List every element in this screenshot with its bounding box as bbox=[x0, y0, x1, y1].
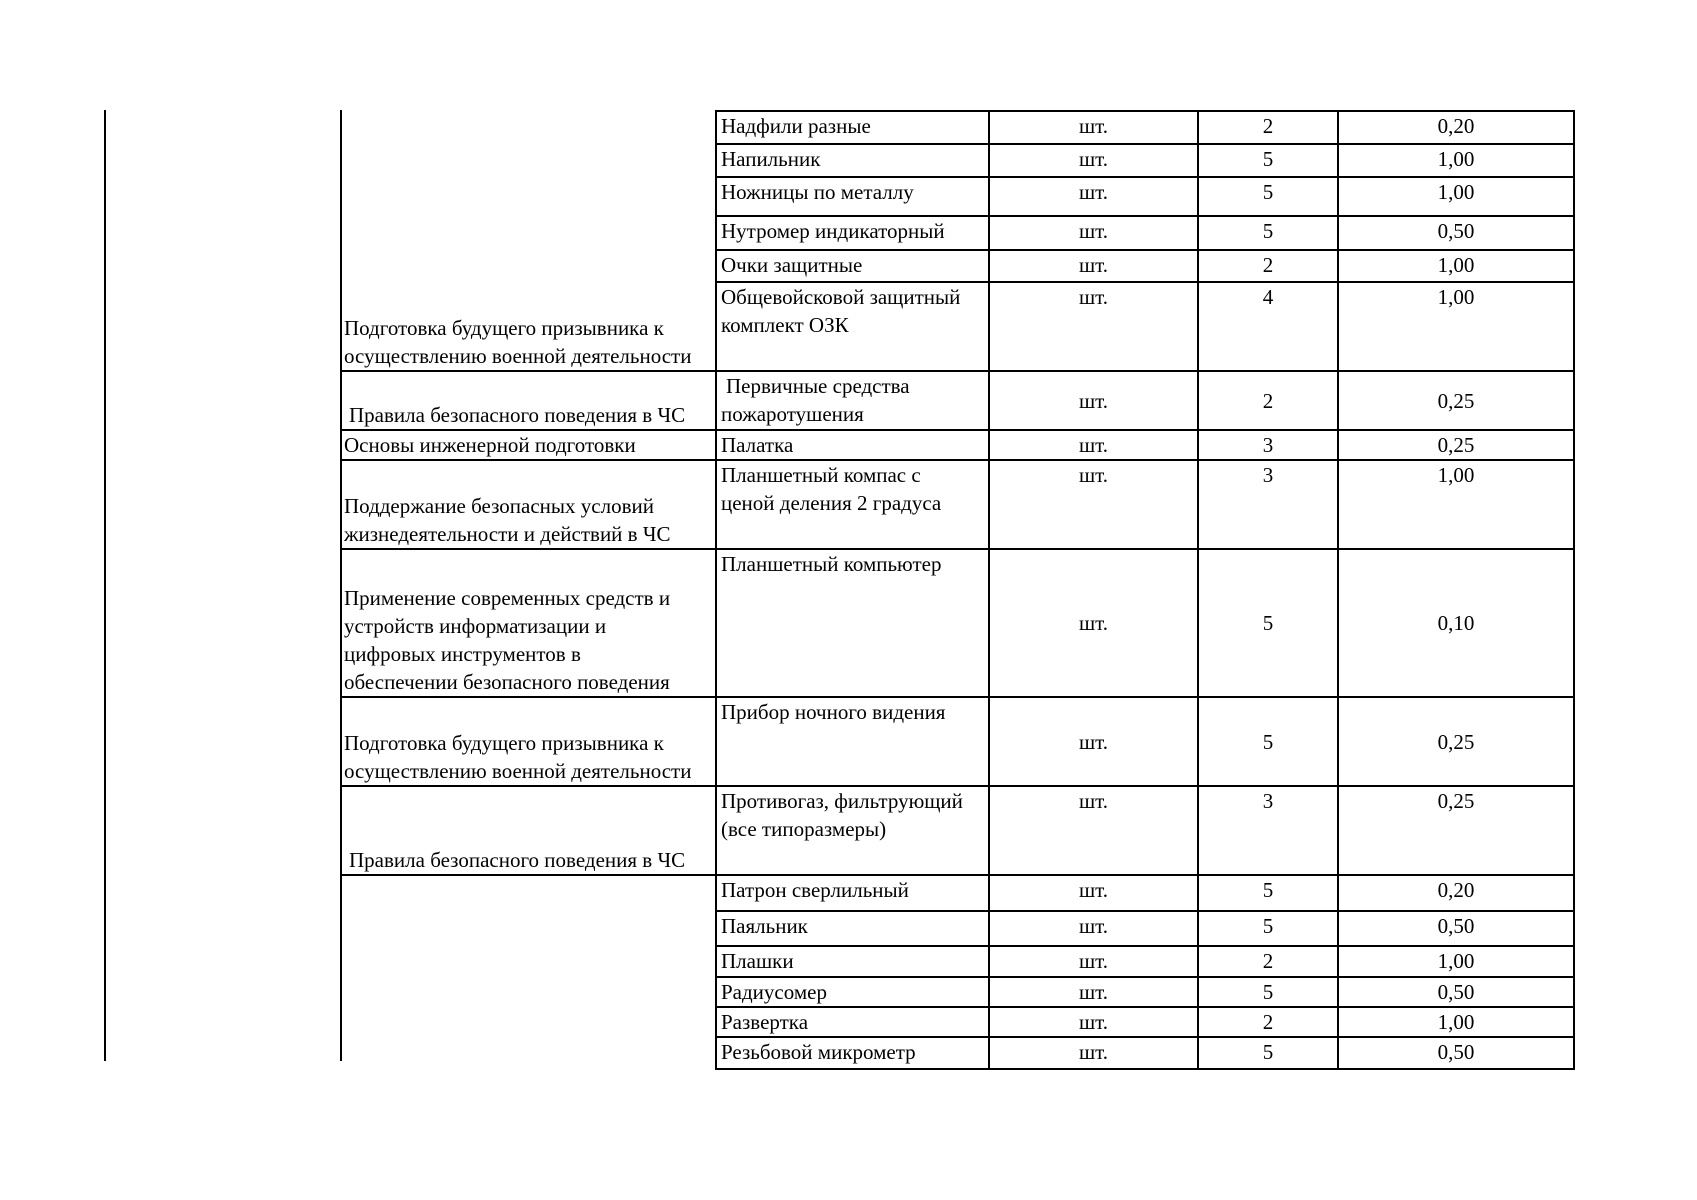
coef-cell: 1,00 bbox=[1338, 946, 1574, 977]
qty-cell: 3 bbox=[1198, 786, 1338, 875]
qty-cell: 5 bbox=[1198, 549, 1338, 697]
coef-cell: 1,00 bbox=[1338, 177, 1574, 216]
section-cell: Применение современных средств и устройств информатизации и цифровых инструментов в обеспечении безопасного поведения bbox=[340, 549, 716, 697]
item-name: Противогаз, фильтрующий (все типоразмеры) bbox=[716, 786, 989, 875]
item-name: Радиусомер bbox=[716, 977, 989, 1007]
qty-cell: 2 bbox=[1198, 111, 1338, 144]
unit-cell: шт. bbox=[989, 697, 1198, 786]
coef-cell: 0,50 bbox=[1338, 216, 1574, 250]
item-name bbox=[716, 250, 989, 282]
table-row bbox=[340, 371, 1574, 430]
unit-cell: шт. bbox=[989, 1007, 1198, 1037]
coef-cell: 0,50 bbox=[1338, 1037, 1574, 1069]
item-name: Паяльник bbox=[716, 911, 989, 946]
unit-cell: шт. bbox=[989, 460, 1198, 549]
section-cell: Подготовка будущего призывника к осуществлению военной деятельности bbox=[340, 282, 716, 371]
item-name: Плашки bbox=[716, 946, 989, 977]
qty-cell: 5 bbox=[1198, 1037, 1338, 1069]
unit-cell: шт. bbox=[989, 786, 1198, 875]
unit-cell: шт. bbox=[989, 216, 1198, 250]
coef-cell: 0,25 bbox=[1338, 786, 1574, 875]
table-row bbox=[340, 697, 1574, 786]
qty-cell: 5 bbox=[1198, 177, 1338, 216]
item-name: Первичные средства пожаротушения bbox=[716, 371, 989, 430]
item-name: Планшетный компьютер bbox=[716, 549, 989, 697]
unit-cell: шт. bbox=[989, 1037, 1198, 1069]
coef-cell: 1,00 bbox=[1338, 1007, 1574, 1037]
qty-cell: 3 bbox=[1198, 430, 1338, 460]
qty-cell: 4 bbox=[1198, 282, 1338, 371]
section-cell: Правила безопасного поведения в ЧС bbox=[340, 371, 716, 430]
section-cell-empty bbox=[340, 111, 716, 282]
item-name: Патрон сверлильный bbox=[716, 875, 989, 911]
equipment-table bbox=[340, 110, 1575, 1070]
qty-cell: 5 bbox=[1198, 977, 1338, 1007]
unit-cell: шт. bbox=[989, 371, 1198, 430]
item-name: Общевойсковой защитный комплект ОЗК bbox=[716, 282, 989, 371]
unit-cell: шт. bbox=[989, 144, 1198, 177]
unit-cell: шт. bbox=[989, 282, 1198, 371]
qty-cell: 5 bbox=[1198, 216, 1338, 250]
qty-cell: 5 bbox=[1198, 697, 1338, 786]
qty-cell: 5 bbox=[1198, 144, 1338, 177]
unit-cell: шт. bbox=[989, 946, 1198, 977]
qty-cell: 5 bbox=[1198, 911, 1338, 946]
section-cell: Основы инженерной подготовки bbox=[340, 430, 716, 460]
coef-cell: 1,00 bbox=[1338, 250, 1574, 282]
section-cell: Поддержание безопасных условий жизнедеятельности и действий в ЧС bbox=[340, 460, 716, 549]
coef-cell: 1,00 bbox=[1338, 460, 1574, 549]
unit-cell: шт. bbox=[989, 111, 1198, 144]
section-cell: Правила безопасного поведения в ЧС bbox=[340, 786, 716, 875]
item-line: Напильник bbox=[721, 147, 821, 171]
coef-cell: 0,10 bbox=[1338, 549, 1574, 697]
item-name: Планшетный компас с ценой деления 2 градуса bbox=[716, 460, 989, 549]
unit-cell: шт. bbox=[989, 430, 1198, 460]
table-row bbox=[340, 282, 1574, 371]
coef-cell: 0,25 bbox=[1338, 371, 1574, 430]
item-name bbox=[716, 216, 989, 250]
coef-cell: 0,25 bbox=[1338, 430, 1574, 460]
unit-cell: шт. bbox=[989, 549, 1198, 697]
coef-cell: 0,20 bbox=[1338, 875, 1574, 911]
qty-cell: 2 bbox=[1198, 946, 1338, 977]
unit-cell: шт. bbox=[989, 177, 1198, 216]
item-name bbox=[716, 144, 989, 177]
section-cell: Подготовка будущего призывника к осуществлению военной деятельности bbox=[340, 697, 716, 786]
table-row bbox=[340, 549, 1574, 697]
unit-cell: шт. bbox=[989, 911, 1198, 946]
coef-cell: 0,25 bbox=[1338, 697, 1574, 786]
qty-cell: 2 bbox=[1198, 371, 1338, 430]
item-name: Резьбовой микрометр bbox=[716, 1037, 989, 1069]
table-row bbox=[340, 875, 1574, 911]
item-line: Очки защитные bbox=[721, 253, 863, 277]
table-row bbox=[340, 111, 1574, 144]
table-row bbox=[340, 460, 1574, 549]
outer-left-border bbox=[104, 110, 106, 1061]
item-line: Нутромер индикаторный bbox=[721, 219, 945, 243]
qty-cell: 3 bbox=[1198, 460, 1338, 549]
unit-cell: шт. bbox=[989, 875, 1198, 911]
table-row bbox=[340, 786, 1574, 875]
item-name: Палатка bbox=[716, 430, 989, 460]
qty-cell: 5 bbox=[1198, 875, 1338, 911]
item-name bbox=[716, 111, 989, 144]
item-name: Прибор ночного видения bbox=[716, 697, 989, 786]
item-name: Развертка bbox=[716, 1007, 989, 1037]
item-line: Надфили разные bbox=[721, 114, 871, 138]
qty-cell: 2 bbox=[1198, 250, 1338, 282]
unit-cell: шт. bbox=[989, 250, 1198, 282]
item-line: Ножницы по металлу bbox=[721, 180, 914, 204]
coef-cell: 0,50 bbox=[1338, 977, 1574, 1007]
table-row bbox=[340, 430, 1574, 460]
coef-cell: 1,00 bbox=[1338, 144, 1574, 177]
coef-cell: 0,20 bbox=[1338, 111, 1574, 144]
unit-cell: шт. bbox=[989, 977, 1198, 1007]
coef-cell: 0,50 bbox=[1338, 911, 1574, 946]
section-cell-empty bbox=[340, 875, 716, 1069]
coef-cell: 1,00 bbox=[1338, 282, 1574, 371]
qty-cell: 2 bbox=[1198, 1007, 1338, 1037]
item-name bbox=[716, 177, 989, 216]
